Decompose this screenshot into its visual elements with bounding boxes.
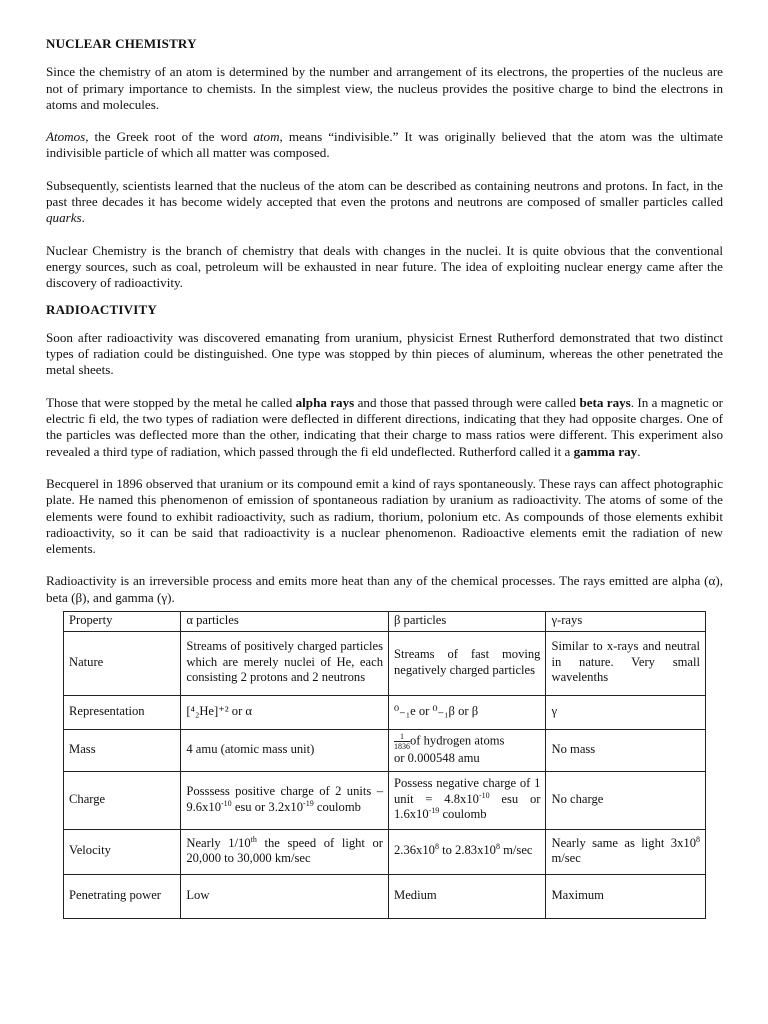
cell-label: Velocity (64, 829, 181, 874)
table-row-mass (64, 729, 706, 771)
cell-label: Mass (64, 729, 181, 771)
cell-gamma: No charge (546, 771, 706, 829)
radio-paragraph-1: Soon after radioactivity was discovered emanating from uranium, physicist Ernest Rutherford demonstrated that two distinct types of radiation could be distinguished. One type was stopped by thin pieces of aluminum, whereas the other penetrated the metal sheets. (46, 329, 723, 378)
cell-gamma: γ (546, 695, 706, 729)
header-property: Property (64, 612, 181, 632)
cell-label: Charge (64, 771, 181, 829)
cell-beta: Possess negative charge of 1 unit = $4.8x10^{-10}$ esu or $1.6x10^{-19}$ coulomb (389, 771, 546, 829)
cell-gamma: No mass (546, 729, 706, 771)
cell-label: Penetrating power (64, 874, 181, 918)
cell-beta: $2.36x10^8$ to $2.83x10^8$ m/sec (389, 829, 546, 874)
header-gamma: γ-rays (546, 612, 706, 632)
intro-paragraph-1: Since the chemistry of an atom is determined by the number and arrangement of its electrons, the properties of the nucleus are not of primary importance to chemists. In the simplest view, the nucleus provides the positive charge to bind the electrons in atoms and molecules. (46, 64, 723, 112)
cell-label: Representation (64, 695, 181, 729)
radio-paragraph-4: Radioactivity is an irreversible process and emits more heat than any of the chemical processes. The rays emitted are alpha (α), beta (β), and gamma (γ). (46, 573, 723, 605)
cell-alpha: Posssess positive charge of 2 units – $9.6x10^{-10}$ esu or $3.2x10^{-19}$ coulomb (181, 771, 389, 829)
cell-alpha: [⁴₂He]⁺² or α (181, 695, 389, 729)
cell-gamma: Nearly same as light $3x10^8$ m/sec (546, 829, 706, 874)
intro-paragraph-3: Subsequently, scientists learned that the nucleus of the atom can be described as containing neutrons and protons. In fact, in the past three decades it has become widely accepted that even the protons and neutrons are composed of smaller particles called quarks. (46, 177, 723, 226)
intro-paragraph-2: Atomos, the Greek root of the word atom, means “indivisible.” It was originally believed that the atom was the ultimate indivisible particle of which all matter was composed. (46, 129, 723, 161)
cell-alpha: Streams of positively charged particles which are merely nuclei of He, each consisting 2 protons and 2 neutrons (181, 631, 389, 695)
cell-beta: ⁰₋₁e or ⁰₋₁β or β (389, 695, 546, 729)
cell-label: Nature (64, 631, 181, 695)
section-heading-radioactivity: RADIOACTIVITY (46, 301, 157, 317)
table-row-nature (64, 631, 706, 695)
radio-paragraph-3: Becquerel in 1896 observed that uranium or its compound emit a kind of rays spontaneously. These rays can affect photographic plate. He named this phenomenon of emission of spontaneous radiation by uranium as radioactivity. The atoms of some of the elements were found to exhibit radioactivity, such as radium, thorium, polonium etc. As compounds of those elements exhibit radioactivity, so it can be said that radioactivity is a nuclear phenomenon. Radioactive elements emit the radiation of new elements. (46, 475, 723, 557)
cell-alpha: 4 amu (atomic mass unit) (181, 729, 389, 771)
table-row-velocity (64, 829, 706, 874)
radio-paragraph-2: Those that were stopped by the metal he called alpha rays and those that passed through were called beta rays. In a magnetic or electric fi eld, the two types of radiation were deflected in different directions, indicating that they had opposite charges. One of the particles was deflected more than the other, indicating that their charge to mass ratios were different. This experiment also revealed a third type of radiation, which passed through the fi eld undeflected. Rutherford called it a gamma ray. (46, 394, 724, 459)
cell-beta: $\frac{1}{1836}$ of hydrogen atoms or 0.000548 amu (389, 729, 546, 771)
cell-beta: Medium (389, 874, 546, 918)
cell-alpha: Low (181, 874, 389, 918)
table-row-penetrating (64, 874, 706, 918)
fraction: $\frac{1}{1836}$ (394, 732, 410, 752)
header-beta: β particles (389, 612, 546, 632)
radiation-properties-table (63, 611, 706, 919)
table-row-charge (64, 771, 706, 829)
table-row-representation (64, 695, 706, 729)
cell-gamma: Maximum (546, 874, 706, 918)
header-alpha: α particles (181, 612, 389, 632)
intro-paragraph-4: Nuclear Chemistry is the branch of chemistry that deals with changes in the nuclei. It is quite obvious that the conventional energy sources, such as coal, petroleum will be exhausted in near future. The idea of exploiting nuclear energy came after the discovery of radioactivity. (46, 242, 723, 291)
cell-alpha: Nearly 1/10th the speed of light or 20,000 to 30,000 km/sec (181, 829, 389, 874)
table-header-row (64, 612, 706, 632)
document-page (46, 36, 723, 622)
page-title: NUCLEAR CHEMISTRY (46, 36, 197, 51)
cell-gamma: Similar to x-rays and neutral in nature. Very small wavelenths (546, 631, 706, 695)
cell-beta: Streams of fast moving negatively charged particles (389, 631, 546, 695)
